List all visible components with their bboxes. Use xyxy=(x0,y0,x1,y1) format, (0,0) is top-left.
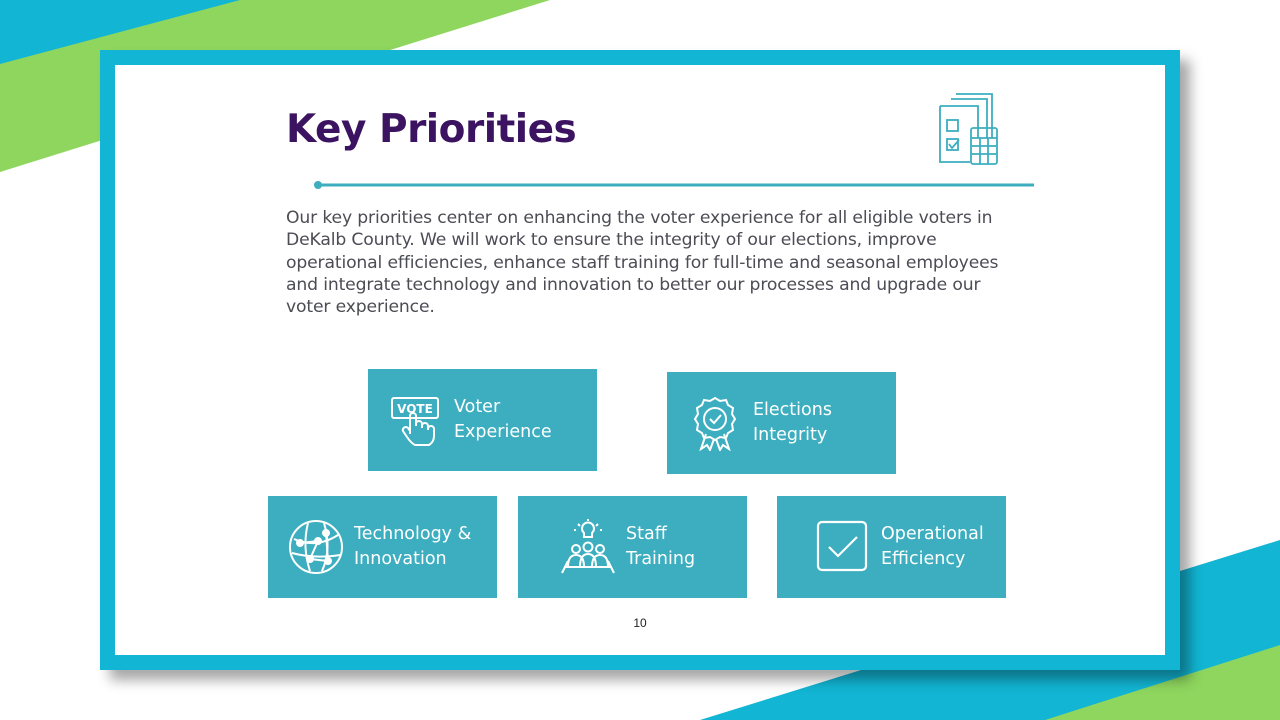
slide-frame xyxy=(100,50,1180,670)
priority-tile-technology-innovation xyxy=(268,496,497,598)
checkbox-icon xyxy=(815,519,871,575)
intro-paragraph: Our key priorities center on enhancing the voter experience for all eligible voters in DeKalb County. We will work to ensure the integrity of our elections, improve operational efficiencies, enhance staff training for full-time and seasonal employees and integrate technology and innovation to better our processes and upgrade our voter experience. xyxy=(286,208,999,318)
priority-tile-voter-experience xyxy=(368,369,597,471)
priority-label: Staff Training xyxy=(626,524,696,569)
documents-calculator-icon xyxy=(938,92,1002,168)
network-globe-icon xyxy=(288,519,344,575)
slide-title: Key Priorities xyxy=(286,107,577,152)
team-idea-icon xyxy=(560,519,616,575)
svg-text:VOTE: VOTE xyxy=(397,402,433,416)
priority-tile-elections-integrity xyxy=(667,372,896,474)
priority-label: Technology & Innovation xyxy=(354,524,472,569)
priority-label: Operational Efficiency xyxy=(881,524,984,569)
slide-content xyxy=(115,65,1165,655)
certified-badge-icon xyxy=(687,395,743,451)
vote-button-icon xyxy=(388,392,444,448)
page-number: 10 xyxy=(633,616,647,630)
priority-tile-staff-training xyxy=(518,496,747,598)
title-divider xyxy=(314,179,1034,191)
priority-label: Elections Integrity xyxy=(753,400,832,445)
priority-label: Voter Experience xyxy=(454,397,552,442)
priority-tile-operational-efficiency xyxy=(777,496,1006,598)
